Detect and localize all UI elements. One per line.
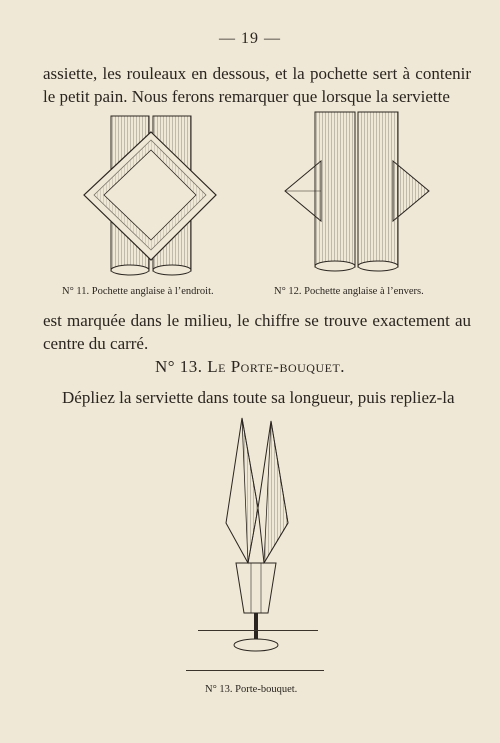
section-number: N° 13. [154, 357, 203, 376]
section-title [0, 357, 500, 377]
figure-11-illustration [76, 110, 226, 280]
paragraph-3: Dépliez la serviette dans toute sa longueur, puis repliez-la [62, 388, 455, 407]
page-number: — 19 — [219, 30, 281, 47]
figure-12-illustration [283, 106, 433, 276]
figure-12-caption: N° 12. Pochette anglaise à l’envers. [274, 286, 424, 297]
figure-13-illustration [196, 413, 316, 658]
section-label: Le Porte-bouquet. [207, 357, 346, 376]
paragraph-1: assiette, les rouleaux en dessous, et la pochette sert à contenir le petit pain. Nous ferons remarquer que lorsque la serviette [43, 64, 471, 106]
figure-13-table-line [198, 630, 318, 631]
figure-11-caption: N° 11. Pochette anglaise à l’endroit. [62, 286, 214, 297]
figure-13-rule [186, 670, 324, 671]
figure-13-caption: N° 13. Porte-bouquet. [205, 684, 298, 695]
paragraph-2: est marquée dans le milieu, le chiffre se trouve exactement au centre du carré. [43, 311, 471, 353]
